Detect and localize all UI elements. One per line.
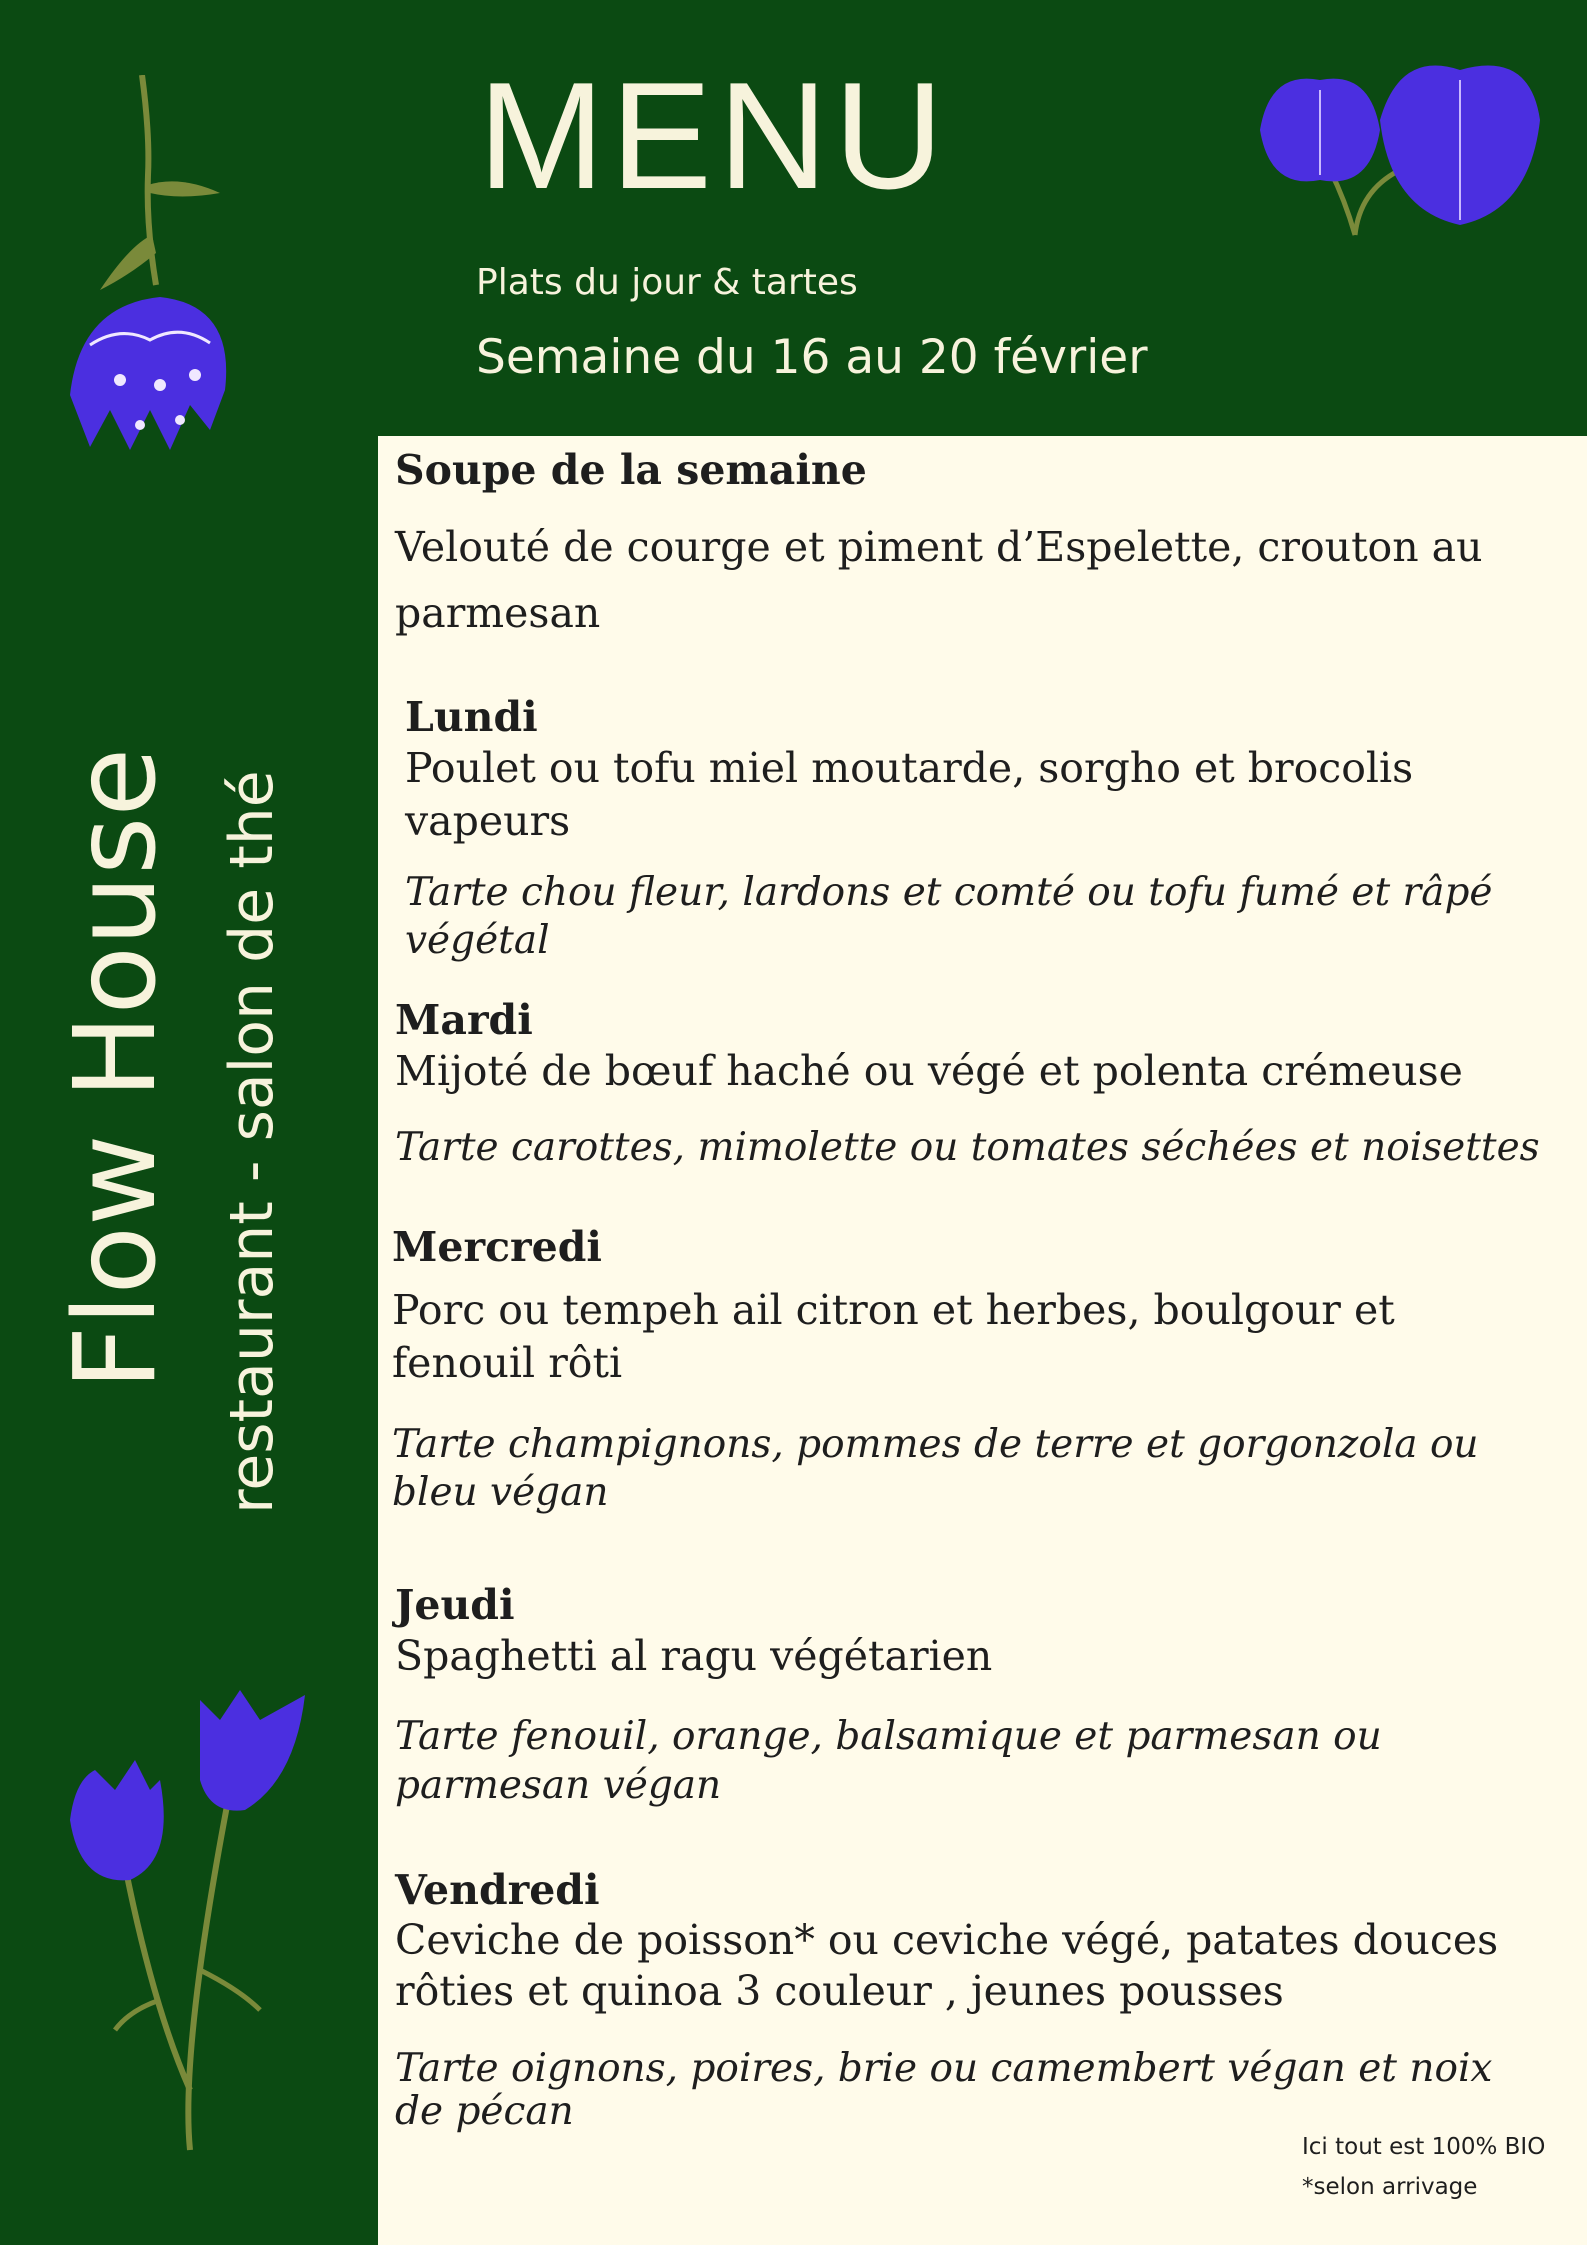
bio-note: Ici tout est 100% BIO (1302, 2134, 1546, 2160)
menu-title: MENU (478, 51, 950, 221)
brand-tagline: restaurant - salon de thé (217, 770, 287, 1514)
day-dish: Porc ou tempeh ail citron et herbes, boulgour et fenouil rôti (392, 1286, 1395, 1388)
day-tart: Tarte carottes, mimolette ou tomates séchées et noisettes (395, 1125, 1540, 1171)
arrival-note: *selon arrivage (1302, 2174, 1478, 2200)
day-dish: Spaghetti al ragu végétarien (395, 1632, 993, 1681)
soup-text: Velouté de courge et piment d’Espelette, crouton au parmesan (395, 523, 1483, 637)
brand-sidebar (51, 490, 287, 1550)
day-tart: Tarte champignons, pommes de terre et gorgonzola ou bleu végan (392, 1421, 1479, 1516)
soup-title: Soupe de la semaine (395, 446, 867, 494)
day-section-vendredi (395, 1866, 1545, 2133)
menu-week: Semaine du 16 au 20 février (476, 330, 1148, 385)
day-tart: Tarte fenouil, orange, balsamique et parmesan ou parmesan végan (395, 1714, 1382, 1808)
day-dish: Poulet ou tofu miel moutarde, sorgho et brocolis vapeurs (405, 744, 1414, 846)
menu-panel (378, 436, 1587, 2245)
day-dish: Mijoté de bœuf haché ou végé et polenta crémeuse (395, 1047, 1463, 1096)
day-section-jeudi (395, 1581, 1475, 1810)
day-name: Vendredi (395, 1866, 600, 1914)
day-tart: Tarte oignons, poires, brie ou camembert végan et noix de pécan (395, 2045, 1493, 2134)
menu-subtitle: Plats du jour & tartes (476, 262, 858, 303)
day-section-mercredi (392, 1223, 1522, 1518)
day-name: Lundi (405, 693, 538, 741)
tulip-flowers-icon (60, 1670, 330, 2160)
day-section-mardi (395, 996, 1575, 1173)
day-dish: Ceviche de poisson* ou ceviche végé, patates douces rôties et quinoa 3 couleur , jeunes pousses (395, 1916, 1499, 2016)
hanging-flower-icon (60, 75, 240, 485)
day-name: Jeudi (395, 1581, 515, 1629)
soup-section (395, 446, 1555, 646)
brand-name: Flow House (51, 747, 181, 1390)
day-section-lundi (405, 693, 1525, 966)
day-name: Mardi (395, 996, 533, 1044)
day-name: Mercredi (392, 1223, 602, 1271)
twin-flowers-icon (1250, 50, 1550, 250)
day-tart: Tarte chou fleur, lardons et comté ou tofu fumé et râpé végétal (405, 869, 1493, 964)
